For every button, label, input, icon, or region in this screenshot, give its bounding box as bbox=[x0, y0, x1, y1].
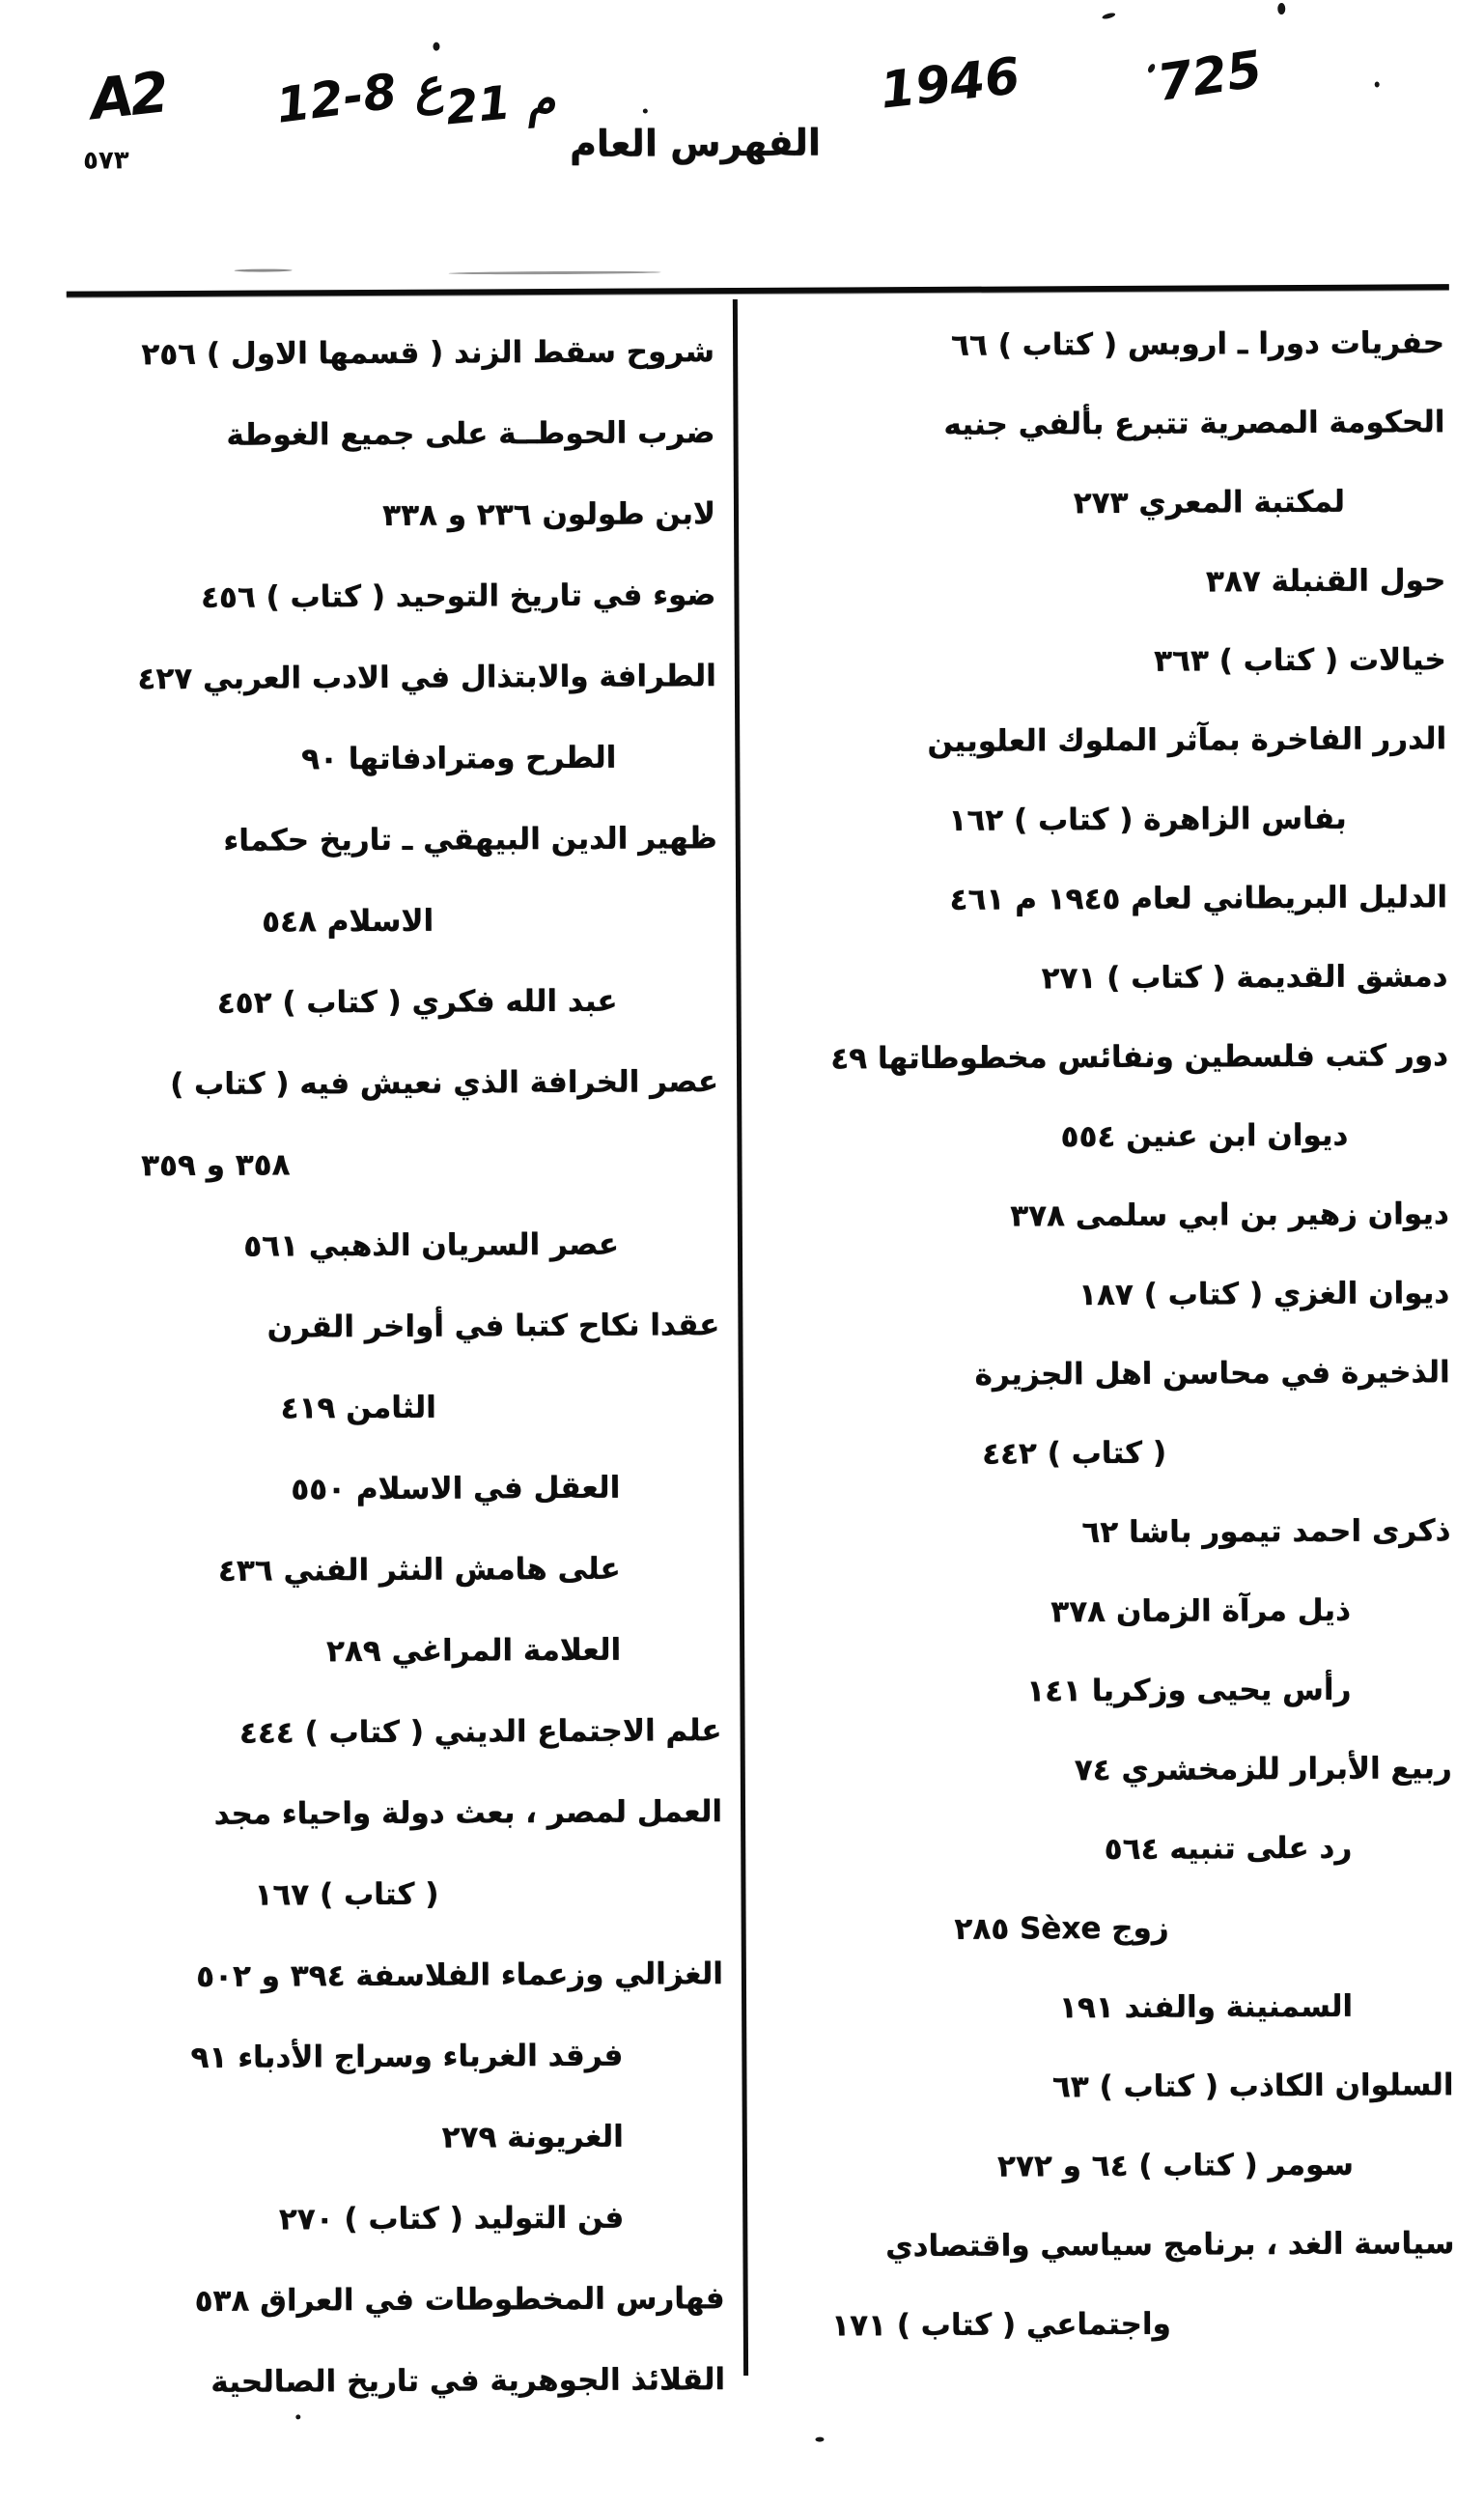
index-entry-line: عصر الخرافة الذي نعيش فيه ( كتاب ) bbox=[170, 1064, 719, 1103]
index-entry-line: عصر السريان الذهبي ٥٦١ bbox=[243, 1226, 620, 1264]
handwritten-annotation: 725 bbox=[1153, 40, 1266, 113]
handwritten-annotation: 21 م bbox=[443, 71, 558, 136]
index-entry-line: الحكومة المصرية تتبرع بألفي جنيه bbox=[943, 405, 1445, 442]
index-entry-line: فرقد الغرباء وسراج الأدباء ٩١ bbox=[190, 2038, 624, 2076]
index-entry-line: الطرح ومترادفاتها ٩٠ bbox=[301, 740, 617, 777]
index-entry-line: ديوان زهير بن ابي سلمى ٣٧٨ bbox=[1010, 1196, 1449, 1234]
index-entry-line: فهارس المخطوطات في العراق ٥٣٨ bbox=[194, 2281, 725, 2319]
ink-speck bbox=[1375, 82, 1380, 88]
index-entry-line: دمشق القديمة ( كتاب ) ٢٧١ bbox=[1041, 959, 1448, 997]
index-entry-line: الغزالي وزعماء الفلاسفة ٣٩٤ و ٥٠٢ bbox=[196, 1956, 724, 1994]
column-divider bbox=[733, 299, 748, 2376]
index-entry-line: واجتماعي ( كتاب ) ١٧١ bbox=[831, 2306, 1171, 2344]
handwritten-annotation: 12-8 ع bbox=[272, 57, 446, 134]
index-entry-line: السمنينة والفند ١٩١ bbox=[1058, 1988, 1354, 2026]
index-entry-line: عقدا نكاح كتبا في أواخر القرن bbox=[266, 1308, 720, 1345]
index-entry-line: الثامن ٤١٩ bbox=[280, 1390, 436, 1426]
index-entry-line: الغريونة ٢٧٩ bbox=[441, 2119, 624, 2155]
index-entry-line: فن التوليد ( كتاب ) ٢٧٠ bbox=[278, 2200, 625, 2238]
page-title: الفهرس العام bbox=[569, 121, 822, 165]
index-entry-line: ( كتاب ) ٤٤٢ bbox=[982, 1435, 1167, 1472]
handwritten-annotation: 1946 bbox=[877, 47, 1023, 121]
index-entry-line: سومر ( كتاب ) ٦٤ و ٢٧٢ bbox=[997, 2147, 1355, 2184]
index-entry-line: العلامة المراغي ٢٨٩ bbox=[325, 1632, 622, 1670]
index-entry-line: القلائذ الجوهرية في تاريخ الصالحية bbox=[210, 2362, 726, 2400]
handwritten-annotation: A2 bbox=[87, 59, 169, 133]
header-rule bbox=[67, 284, 1449, 296]
index-entry-line: ديوان ابن عنين ٥٥٤ bbox=[1060, 1117, 1349, 1155]
index-entry-line: الدليل البريطاني لعام ١٩٤٥ م ٤٦١ bbox=[949, 880, 1448, 917]
index-entry-line: السلوان الكاذب ( كتاب ) ٦٣ bbox=[1051, 2068, 1454, 2105]
index-entry-line: سياسة الغد ، برنامج سياسي واقتصادي bbox=[885, 2226, 1455, 2265]
index-entry-line: الاسلام ٥٤٨ bbox=[262, 903, 434, 940]
ink-speck bbox=[295, 2414, 300, 2419]
index-entry-line: ضوء في تاريخ التوحيد ( كتاب ) ٤٥٦ bbox=[200, 577, 716, 615]
index-entry-line: حول القنبلة ٣٨٧ bbox=[1205, 563, 1446, 600]
index-entry-line: ضرب الحوطــة على جميع الغوطة bbox=[226, 415, 715, 453]
index-entry-line: زوج Sèxe ٢٨٥ bbox=[954, 1910, 1169, 1947]
index-entry-line: بفاس الزاهرة ( كتاب ) ١٦٢ bbox=[948, 801, 1347, 838]
index-entry-line: ذكرى احمد تيمور باشا ٦٢ bbox=[1081, 1513, 1451, 1551]
index-entry-line: ذيل مرآة الزمان ٣٧٨ bbox=[1050, 1592, 1352, 1630]
index-entry-line: علم الاجتماع الديني ( كتاب ) ٤٤٤ bbox=[238, 1713, 722, 1751]
index-entry-line: لابن طولون ٢٣٦ و ٣٣٨ bbox=[382, 496, 716, 533]
index-entry-line: الذخيرة في محاسن اهل الجزيرة bbox=[974, 1355, 1450, 1393]
ink-speck bbox=[643, 108, 648, 113]
ink-speck bbox=[449, 270, 661, 274]
index-entry-line: شروح سقط الزند ( قسمها الاول ) ٢٥٦ bbox=[141, 334, 715, 373]
index-entry-line: عبد الله فكري ( كتاب ) ٤٥٢ bbox=[216, 983, 618, 1021]
index-entry-line: ظهير الدين البيهقي ـ تاريخ حكماء bbox=[223, 821, 717, 858]
index-entry-line: على هامش النثر الفني ٤٣٦ bbox=[217, 1551, 621, 1589]
index-entry-line: خيالات ( كتاب ) ٣٦٣ bbox=[1154, 642, 1446, 679]
index-entry-line: حفريات دورا ـ اروبس ( كتاب ) ٦٦ bbox=[950, 325, 1445, 363]
ink-speck bbox=[815, 2437, 824, 2442]
index-entry-line: ٣٥٨ و ٣٥٩ bbox=[141, 1147, 291, 1184]
index-entry-line: العمل لمصر ، بعث دولة واحياء مجد bbox=[213, 1794, 723, 1832]
index-entry-line: ربيع الأبرار للزمخشري ٧٤ bbox=[1074, 1751, 1452, 1788]
ink-speck bbox=[235, 268, 293, 271]
index-entry-line: العقل في الاسلام ٥٥٠ bbox=[291, 1470, 621, 1507]
page-number: ٥٧٣ bbox=[83, 146, 129, 176]
index-entry-line: رأس يحيى وزكريا ١٤١ bbox=[1026, 1672, 1352, 1709]
index-entry-line: لمكتبة المعري ٢٧٣ bbox=[1073, 484, 1346, 521]
ink-speck bbox=[433, 42, 439, 51]
index-column-right bbox=[757, 303, 1461, 2366]
index-column-left bbox=[56, 311, 731, 2424]
index-entry-line: الدرر الفاخرة بمآثر الملوك العلويين bbox=[927, 721, 1447, 759]
index-entry-line: ( كتاب ) ١٦٧ bbox=[254, 1876, 439, 1913]
index-entry-line: ديوان الغزي ( كتاب ) ١٨٧ bbox=[1078, 1276, 1450, 1313]
index-entry-line: الطرافة والابتذال في الادب العربي ٤٢٧ bbox=[137, 659, 716, 697]
index-entry-line: رد على تنبيه ٥٦٤ bbox=[1104, 1830, 1353, 1868]
ink-speck bbox=[1277, 3, 1285, 14]
ink-speck bbox=[1102, 12, 1116, 20]
index-entry-line: دور كتب فلسطين ونفائس مخطوطاتها ٤٩ bbox=[830, 1038, 1449, 1077]
